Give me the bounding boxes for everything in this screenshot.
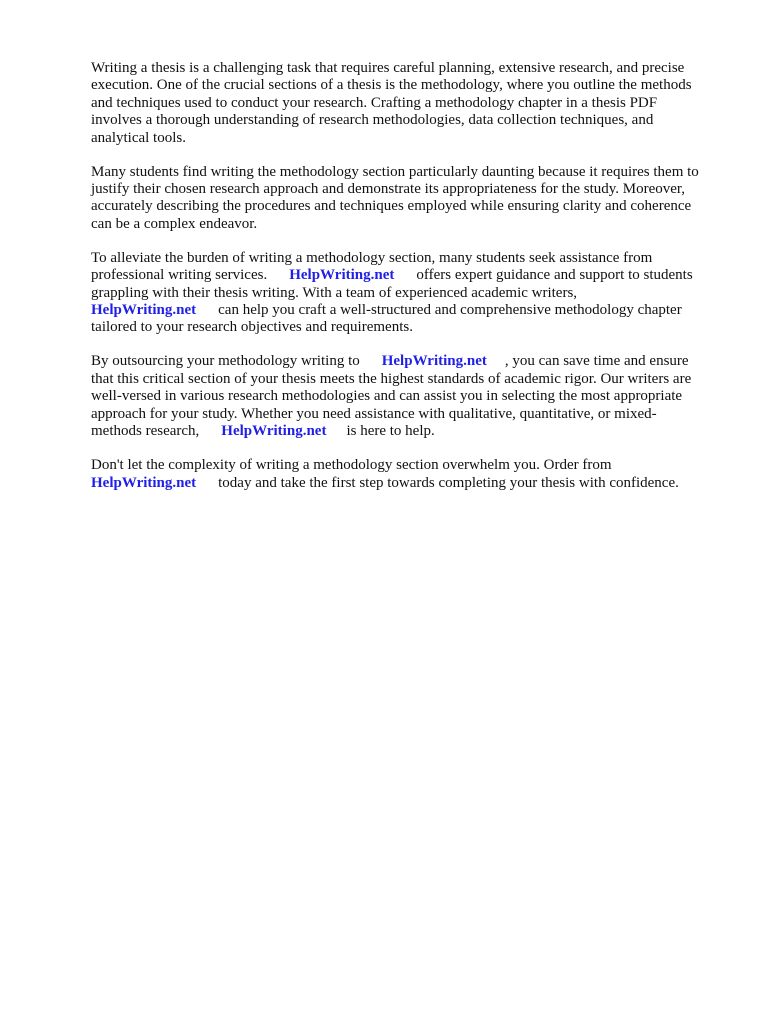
text-line: To alleviate the burden of writing a methodology section, many students seek assistance from <box>91 249 653 266</box>
text-line: accurately describing the procedures and techniques employed while ensuring clarity and coherence <box>91 198 692 215</box>
text-line: and techniques used to conduct your research. Crafting a methodology chapter in a thesis PDF <box>91 94 658 111</box>
text-line <box>91 267 731 284</box>
text-segment: can help you craft a well-structured and comprehensive methodology chapter <box>218 302 682 319</box>
text-line: justify their chosen research approach and demonstrate its appropriateness for the study. Moreover, <box>91 181 686 198</box>
text-line <box>91 353 731 370</box>
helpwriting-link[interactable]: HelpWriting.net <box>381 353 487 370</box>
text-line: Writing a thesis is a challenging task that requires careful planning, extensive research, and precise <box>91 60 685 76</box>
text-line <box>91 475 731 492</box>
text-line: execution. One of the crucial sections of a thesis is the methodology, where you outline the methods <box>91 77 692 94</box>
text-line: that this critical section of your thesis meets the highest standards of academic rigor. Our writers are <box>91 370 692 387</box>
helpwriting-link[interactable]: HelpWriting.net <box>91 302 197 319</box>
paragraph-intro <box>91 60 731 147</box>
text-segment: methods research, <box>91 423 200 440</box>
helpwriting-link[interactable]: HelpWriting.net <box>289 267 395 284</box>
paragraph-difficulty <box>91 164 731 234</box>
text-segment: today and take the first step towards completing your thesis with confidence. <box>218 474 679 491</box>
text-line: Don't let the complexity of writing a methodology section overwhelm you. Order from <box>91 457 612 474</box>
text-segment: offers expert guidance and support to students <box>416 267 693 284</box>
text-line: can be a complex endeavor. <box>91 215 258 232</box>
text-segment: is here to help. <box>346 423 435 440</box>
text-line <box>91 302 731 319</box>
text-segment: professional writing services. <box>91 267 268 284</box>
text-line: Many students find writing the methodology section particularly daunting because it requires them to <box>91 163 699 180</box>
text-line: tailored to your research objectives and requirements. <box>91 319 413 336</box>
paragraph-outsourcing <box>91 353 731 440</box>
paragraph-services <box>91 250 731 337</box>
paragraph-call-to-action <box>91 457 731 492</box>
document-page <box>91 60 731 509</box>
text-line: approach for your study. Whether you need assistance with qualitative, quantitative, or mixed- <box>91 405 657 422</box>
text-line: analytical tools. <box>91 129 186 146</box>
text-line: well-versed in various research methodologies and can assist you in selecting the most appropriate <box>91 388 683 405</box>
text-line: grappling with their thesis writing. With a team of experienced academic writers, <box>91 284 578 301</box>
helpwriting-link[interactable]: HelpWriting.net <box>221 423 327 440</box>
helpwriting-link[interactable]: HelpWriting.net <box>91 474 197 491</box>
text-line: involves a thorough understanding of research methodologies, data collection techniques, and <box>91 112 654 129</box>
text-segment: , you can save time and ensure <box>504 353 689 370</box>
text-segment: By outsourcing your methodology writing to <box>91 353 360 370</box>
text-line <box>91 423 731 440</box>
